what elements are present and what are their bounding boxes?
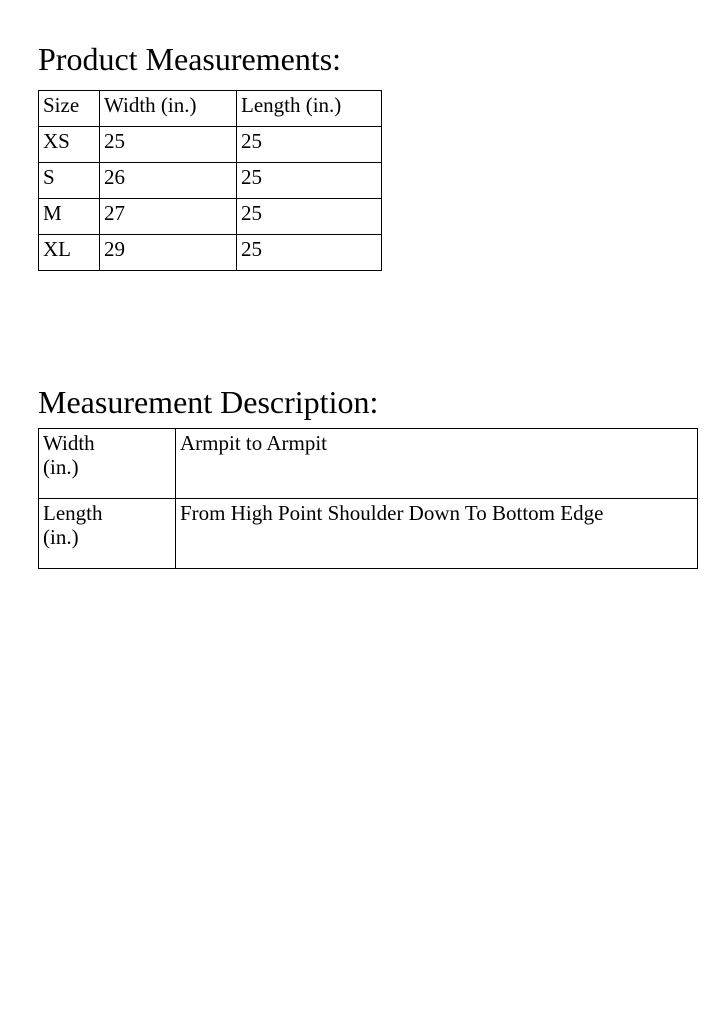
cell-size: XS — [39, 127, 100, 163]
term-line-2: (in.) — [43, 525, 79, 550]
column-header-length: Length (in.) — [237, 91, 382, 127]
column-header-width: Width (in.) — [100, 91, 237, 127]
table-row — [39, 499, 698, 569]
measurement-description-heading: Measurement Description: — [38, 384, 379, 420]
column-header-size: Size — [39, 91, 100, 127]
table-row — [39, 429, 698, 499]
table-row — [39, 199, 382, 235]
table-row — [39, 127, 382, 163]
term-line-1: Width — [43, 431, 95, 455]
cell-definition: From High Point Shoulder Down To Bottom Edge — [176, 499, 698, 569]
cell-length: 25 — [237, 163, 382, 199]
cell-size: M — [39, 199, 100, 235]
cell-length: 25 — [237, 127, 382, 163]
cell-size: XL — [39, 235, 100, 271]
measurement-description-table — [38, 428, 698, 569]
term-line-1: Length — [43, 501, 103, 525]
cell-width: 25 — [100, 127, 237, 163]
cell-width: 29 — [100, 235, 237, 271]
cell-term — [39, 499, 176, 569]
cell-length: 25 — [237, 199, 382, 235]
table-header-row — [39, 91, 382, 127]
cell-width: 27 — [100, 199, 237, 235]
term-line-2: (in.) — [43, 455, 79, 480]
product-measurements-heading: Product Measurements: — [38, 41, 342, 77]
cell-length: 25 — [237, 235, 382, 271]
cell-term — [39, 429, 176, 499]
table-row — [39, 163, 382, 199]
cell-width: 26 — [100, 163, 237, 199]
cell-size: S — [39, 163, 100, 199]
product-measurements-table — [38, 90, 382, 271]
cell-definition: Armpit to Armpit — [176, 429, 698, 499]
table-row — [39, 235, 382, 271]
